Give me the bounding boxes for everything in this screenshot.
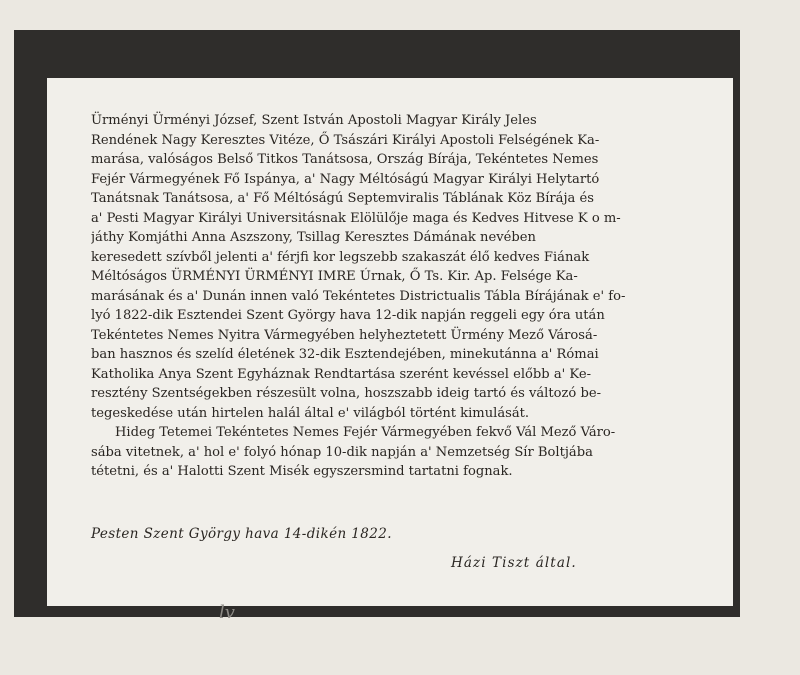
notice-line: Ürményi Ürményi József, Szent István Apostoli Magyar Király Jeles	[91, 113, 537, 128]
pencil-mark: lv	[219, 602, 235, 623]
notice-line: Tanátsnak Tanátsosa, a' Fő Méltóságú Septemviralis Táblának Köz Bírája és	[91, 191, 594, 206]
notice-line: tétetni, és a' Halotti Szent Misék egyszersmind tartatni fognak.	[91, 464, 513, 479]
notice-panel	[47, 78, 733, 623]
notice-line: resztény Szentségekben részesült volna, hoszszabb ideig tartó és változó be-	[91, 386, 602, 401]
notice-line: keresedett szívből jelenti a' férjfi kor legszebb szakaszát élő kedves Fiának	[91, 249, 590, 265]
notice-line: sába vitetnek, a' hol e' folyó hónap 10-dik napján a' Nemzetség Sír Boltjába	[91, 444, 593, 460]
notice-line: Rendének Nagy Keresztes Vitéze, Ő Tsászári Királyi Apostoli Felségének Ka-	[91, 132, 600, 148]
notice-date: Pesten Szent György hava 14-dikén 1822.	[91, 526, 392, 542]
notice-line: Hideg Tetemei Tekéntetes Nemes Fejér Vármegyében fekvő Vál Mező Váro-	[115, 425, 616, 440]
mourning-border	[14, 30, 740, 623]
notice-signature: Házi Tiszt által.	[451, 555, 577, 571]
notice-line: lyó 1822-dik Esztendei Szent György hava 12-dik napján reggeli egy óra után	[91, 308, 605, 323]
notice-line: a' Pesti Magyar Királyi Universitásnak Elölülője maga és Kedves Hitvese K o m-	[91, 210, 621, 226]
notice-line: Méltóságos ÜRMÉNYI ÜRMÉNYI IMRE Úrnak, Ő Ts. Kir. Ap. Felsége Ka-	[91, 269, 578, 284]
notice-line: Fejér Vármegyének Fő Ispánya, a' Nagy Méltóságú Magyar Királyi Helytartó	[91, 171, 600, 187]
notice-body	[91, 111, 701, 482]
notice-line: játhy Komjáthi Anna Aszszony, Tsillag Keresztes Dámának nevében	[91, 230, 536, 245]
notice-line: tegeskedése után hirtelen halál által e' világból történt kimulását.	[91, 405, 530, 421]
notice-line: Tekéntetes Nemes Nyitra Vármegyében helyheztetett Ürmény Mező Városá-	[91, 327, 598, 343]
notice-line: marása, valóságos Belső Titkos Tanátsosa, Ország Bírája, Tekéntetes Nemes	[91, 152, 599, 167]
notice-line: ban hasznos és szelíd életének 32-dik Esztendejében, minekutánna a' Római	[91, 347, 599, 362]
notice-line: Katholika Anya Szent Egyháznak Rendtartása szerént kevéssel előbb a' Ke-	[91, 366, 592, 382]
notice-line: marásának és a' Dunán innen való Tekéntetes Districtualis Tábla Bírájának e' fo-	[91, 288, 626, 304]
